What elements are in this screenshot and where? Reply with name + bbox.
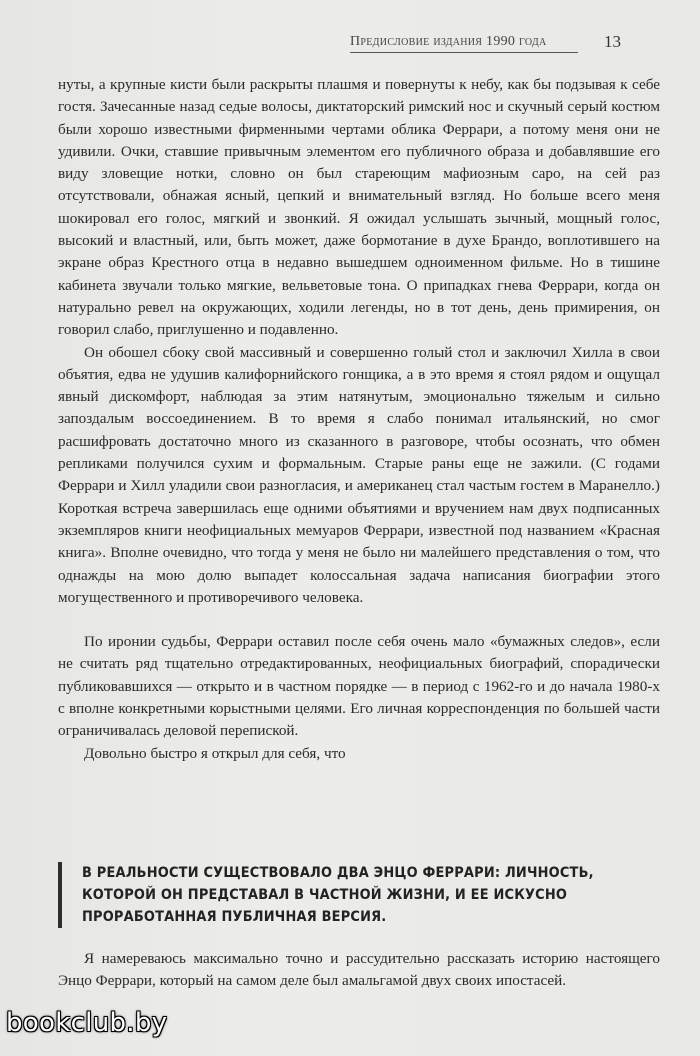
closing-text (58, 948, 660, 993)
body-text (58, 74, 660, 765)
page-number: 13 (604, 32, 621, 51)
paragraph-gap (58, 609, 660, 631)
running-head: Предисловие издания 1990 года (350, 34, 578, 53)
pull-quote: В РЕАЛЬНОСТИ СУЩЕСТВОВАЛО ДВА ЭНЦО ФЕРРАРИ: ЛИЧНОСТЬ, КОТОРОЙ ОН ПРЕДСТАВАЛ В ЧАСТНОЙ ЖИЗНИ, И ЕЕ ИСКУСНО ПРОРАБОТАННАЯ ПУБЛИЧНАЯ ВЕРСИЯ. (58, 862, 660, 928)
paragraph-3: По иронии судьбы, Феррари оставил после себя очень мало «бумажных следов», если не считать ряд тщательно отредактированных, неофициальных биографий, спорадически публиковавшихся — открыто и в частном порядке — в период с 1962-го и до начала 1980-х с вполне конкретными корыстными целями. Его личная корреспонденция по большей части ограничивалась деловой перепиской. (58, 633, 660, 740)
paragraph-4: Довольно быстро я открыл для себя, что (84, 744, 346, 762)
closing-paragraph: Я намереваюсь максимально точно и рассудительно рассказать историю настоящего Энцо Феррари, который на самом деле был амальгамой двух своих ипостасей. (58, 950, 660, 990)
paragraph-2: Он обошел сбоку свой массивный и совершенно голый стол и заключил Хилла в свои объятия, едва не удушив калифорнийского гонщика, а в это время я стоял рядом и ощущал явный дискомфорт, наблюдая за этим натянутым, эмоционально тяжелым и сильно запоздалым воссоединением. В то время я слабо понимал итальянский, но смог расшифровать достаточно много из сказанного в разговоре, чтобы осознать, что обмен репликами получился сухим и формальным. Старые раны еще не зажили. (С годами Феррари и Хилл уладили свои разногласия, и американец стал частым гостем в Маранелло.) Короткая встреча завершилась еще одними объятиями и вручением нам двух подписанных экземпляров книги неофициальных мемуаров Феррари, известной под названием «Красная книга». Вполне очевидно, что тогда у меня не было ни малейшего представления о том, что однажды на мою долю выпадет колоссальная задача написания биографии этого могущественного и противоречивого человека. (58, 343, 660, 606)
watermark-logo: bookclub.by (6, 1008, 168, 1038)
paragraph-1: нуты, а крупные кисти были раскрыты плашмя и повернуты к небу, как бы подзывая к себе гостя. Зачесанные назад седые волосы, диктаторский римский нос и скучный серый костюм были хорошо известными фирменными чертами облика Феррари, а потому меня они не удивили. Очки, ставшие привычным элементом его публичного образа и добавлявшие его виду зловещие нотки, словно он был стареющим мафиозным capo, на сей раз отсутствовали, обнажая ясный, цепкий и внимательный взгляд. Но больше всего меня шокировал его голос, мягкий и звонкий. Я ожидал услышать зычный, мощный голос, высокий и властный, или, быть может, даже бормотание в духе Брандо, воплотившего на экране образ Крестного отца в недавно вышедшем одноименном фильме. Но в тишине кабинета звучали только мягкие, вельветовые тона. О припадках гнева Феррари, когда он натурально ревел на окружающих, ходили легенды, но в тот день, день примирения, он говорил слабо, приглушенно и подавленно. (58, 76, 660, 339)
